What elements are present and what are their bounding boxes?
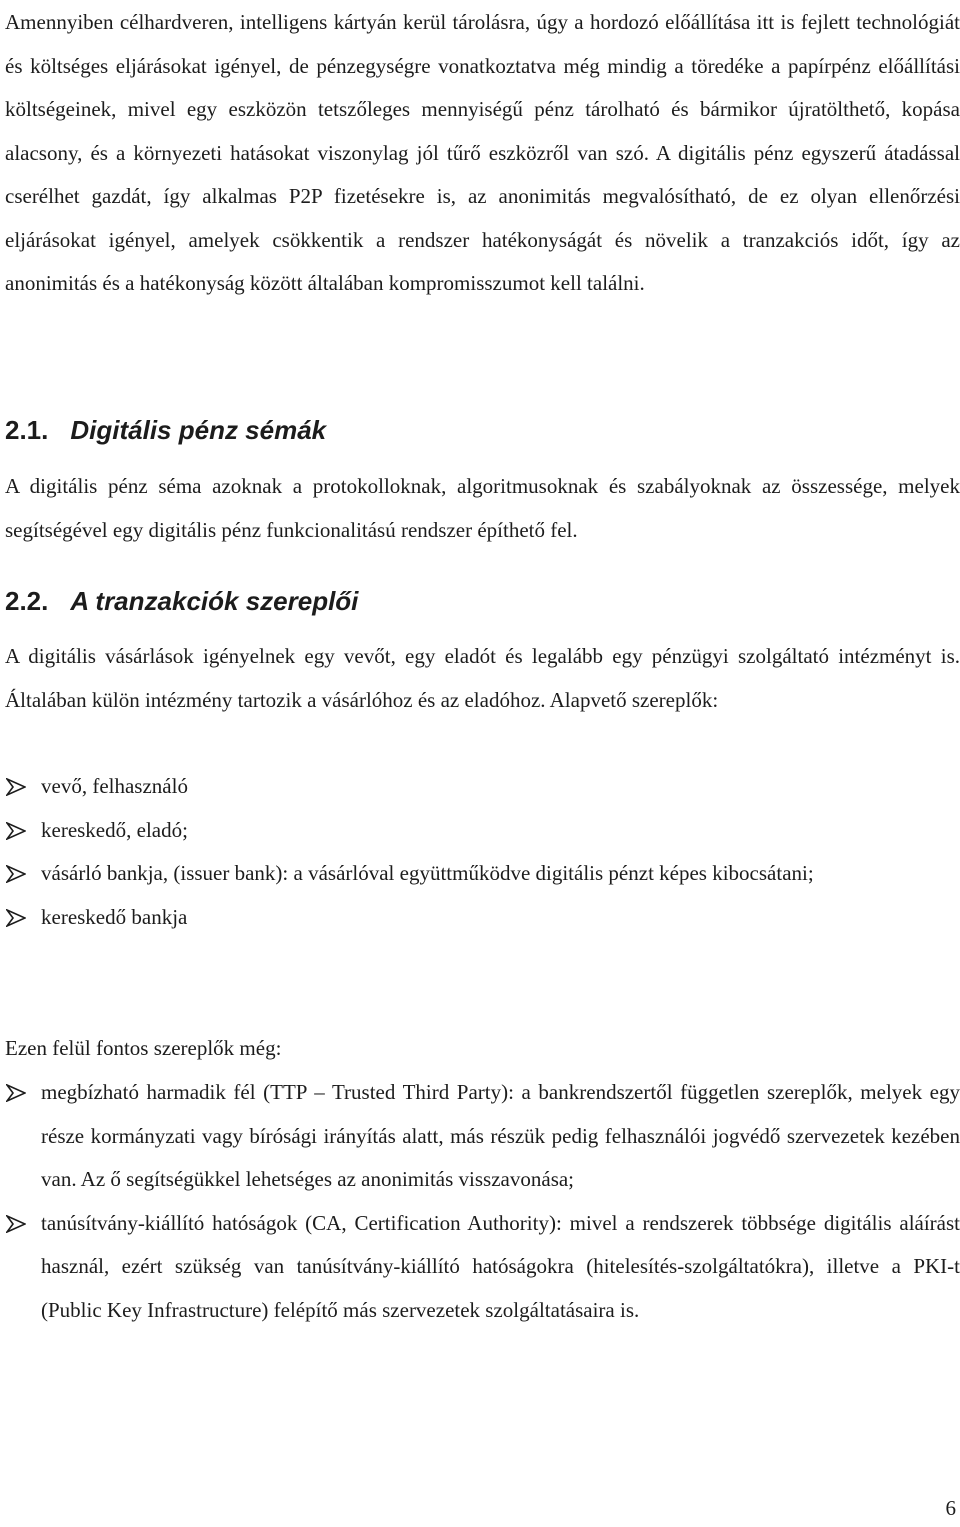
list-item — [0, 852, 960, 896]
list-item — [0, 765, 960, 809]
section-2-1-heading — [5, 414, 326, 446]
list-item-text: kereskedő, eladó; — [41, 817, 188, 842]
actors-list — [0, 765, 960, 939]
section-2-2-paragraph: A digitális vásárlások igényelnek egy vevőt, egy eladót és legalább egy pénzügyi szolgáltató intézményt is. Általában külön intézmény tartozik a vásárlóhoz és az eladóhoz. Alapvető szereplők: — [5, 644, 960, 712]
arrowhead-bullet-icon — [6, 778, 26, 796]
section-2-2-heading — [5, 585, 358, 617]
section-2-1-title: Digitális pénz sémák — [70, 415, 327, 445]
arrowhead-bullet-icon — [6, 1215, 26, 1233]
arrowhead-bullet-icon — [6, 865, 26, 883]
list-item — [0, 809, 960, 853]
additional-actors-list — [0, 1071, 960, 1332]
arrowhead-bullet-icon — [6, 1084, 26, 1102]
section-2-2-number: 2.2. — [5, 586, 49, 616]
additional-actors-label: Ezen felül fontos szereplők még: — [5, 1036, 282, 1060]
list-item — [0, 1202, 960, 1333]
section-2-2-title: A tranzakciók szereplői — [70, 586, 359, 616]
intro-paragraph: Amennyiben célhardveren, intelligens kártyán kerül tárolásra, úgy a hordozó előállítása itt is fejlett technológiát és költséges eljárásokat igényel, de pénzegységre vonatkoztatva még mindig a töredéke a papírpénz előállítási költségeinek, mivel egy eszközön tetszőleges mennyiségű pénz tárolható és bármikor újratölthető, kopása alacsony, és a környezeti hatásokat viszonylag jól tűrő eszközről van szó. A digitális pénz egyszerű átadással cserélhet gazdát, így alkalmas P2P fizetésekre is, az anonimitás megvalósítható, de ez olyan ellenőrzési eljárásokat igényel, amelyek csökkentik a rendszer hatékonyságát és növelik a tranzakciós időt, így az anonimitás és a hatékonyság között általában kompromisszumot kell találni. — [5, 10, 960, 295]
arrowhead-bullet-icon — [6, 909, 26, 927]
list-item-text: kereskedő bankja — [41, 904, 188, 929]
section-2-1-paragraph: A digitális pénz séma azoknak a protokolloknak, algoritmusoknak és szabályoknak az összessége, melyek segítségével egy digitális pénz funkcionalitású rendszer építhető fel. — [5, 474, 960, 542]
list-item-text: tanúsítvány-kiállító hatóságok (CA, Certification Authority): mivel a rendszerek többsége digitális aláírást használ, ezért szükség van tanúsítvány-kiállító hatóságokra (hitelesítés-szolgáltatókra), illetve a PKI-t (Public Key Infrastructure) felépítő más szervezetek szolgáltatásaira is. — [41, 1210, 960, 1322]
list-item — [0, 1071, 960, 1202]
list-item — [0, 896, 960, 940]
list-item-text: vevő, felhasználó — [41, 774, 188, 798]
page-number: 6 — [945, 1496, 956, 1520]
section-2-1-number: 2.1. — [5, 415, 49, 445]
list-item-text: vásárló bankja, (issuer bank): a vásárlóval együttműködve digitális pénzt képes kibocsátani; — [41, 861, 814, 885]
list-item-text: megbízható harmadik fél (TTP – Trusted Third Party): a bankrendszertől független szereplők, melyek egy része kormányzati vagy bírósági irányítás alatt, más részük pedig felhasználói jogvédő szervezetek kezében van. Az ő segítségükkel lehetséges az anonimitás visszavonása; — [41, 1080, 960, 1191]
arrowhead-bullet-icon — [6, 822, 26, 840]
